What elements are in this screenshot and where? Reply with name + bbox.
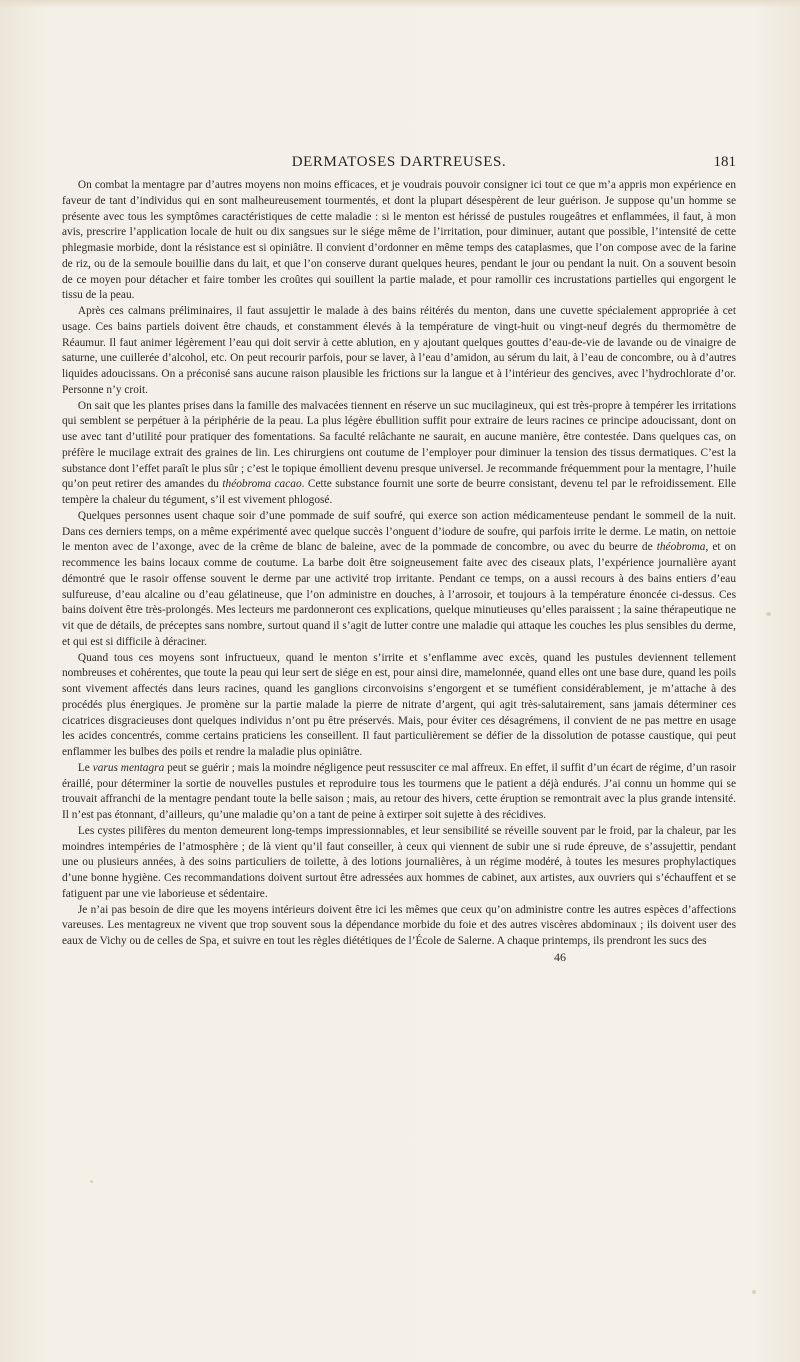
paper-speck bbox=[766, 612, 771, 616]
running-title: DERMATOSES DARTREUSES. bbox=[291, 154, 507, 170]
paragraph: On sait que les plantes prises dans la famille des malvacées tiennent en réserve un suc mucilagineux, qui est très-propre à tempérer les irritations qui semblent se perpétuer à la périphérie de la peau. La plus légère ébullition suffit pour extraire de leurs racines ce principe adoucissant, dont on use avec tant d’utilité pour pratiquer des fomentations. Sa faculté relâchante ne saurait, en aucune manière, être contestée. Dans quelques cas, on préfère le mucilage extrait des graines de lin. Les chirurgiens ont coutume de l’employer pour diminuer la tension des tissus dermatiques. C’est la substance dont l’effet paraît le plus sûr ; c’est le topique émollient devenu presque universel. Je recommande fréquemment pour la mentagre, l’huile qu’on peut retirer des amandes du théobroma cacao. Cette substance fournit une sorte de beurre consistant, devenu tel par le refroidissement. Elle tempère la chaleur du tégument, s’il est vivement phlogosé. bbox=[62, 399, 736, 506]
paragraph: Les cystes pilifères du menton demeurent long-temps impressionnables, et leur sensibilité se réveille souvent par le froid, par la chaleur, par les moindres intempéries de l’atmosphère ; de là vient qu’il faut conseiller, à ceux qui viennent de subir une si rude épreuve, de s’assujettir, pendant une ou plusieurs années, à des soins particuliers de toilette, à des lotions journalières, à un régime modéré, à toutes les mesures prophylactiques d’une bonne hygiène. Ces recommandations doivent surtout être adressées aux hommes de cabinet, aux artistes, aux ouvriers qui s’échauffent et se fatiguent par une vie laborieuse et sédentaire. bbox=[62, 824, 736, 900]
paragraph: Après ces calmans préliminaires, il faut assujettir le malade à des bains réitérés du menton, dans une cuvette spécialement appropriée à cet usage. Ces bains partiels doivent être chauds, et constamment élevés à la température de vingt-huit ou vingt-neuf degrés du thermomètre de Réaumur. Il faut animer légèrement l’eau qui doit servir à cette ablution, en y ajoutant quelques gouttes d’eau-de-vie de lavande ou de vinaigre de saturne, une cuillerée d’alcohol, etc. On peut recourir parfois, pour se laver, à l’eau d’amidon, au sérum du lait, à l’eau de concombre, ou à d’autres liquides adoucissans. On a préconisé sans aucune raison plausible les frictions sur la langue et à l’intérieur des gencives, avec l’hydrochlorate d’or. Personne n’y croit. bbox=[62, 305, 736, 396]
signature-mark: 46 bbox=[554, 949, 566, 964]
paragraph: Le varus mentagra peut se guérir ; mais la moindre négligence peut ressusciter ce mal affreux. En effet, il suffit d’un écart de régime, d’un rasoir éraillé, pour déterminer la sortie de nouvelles pustules et reproduire tous les tourmens que le patient a déjà endurés. J’ai connu un homme qui se trouvait affranchi de la mentagre pendant toute la belle saison ; mais, au retour des hivers, cette éruption se remontrait avec la plus grande intensité. Il n’est pas étonnant, d’ailleurs, qu’une maladie qu’on a tant de peine à extirper soit sujette à des récidives. bbox=[62, 761, 736, 821]
running-head bbox=[62, 154, 736, 176]
paragraph: Quand tous ces moyens sont infructueux, quand le menton s’irrite et s’enflamme avec excès, quand les pustules deviennent tellement nombreuses et cohérentes, que toute la peau qui leur sert de siége en est, pour ainsi dire, mamelonnée, quand elles ont une base dure, quand les poils sont vivement affectés dans leurs racines, quand les ganglions circonvoisins s’engorgent et se tuméfient considérablement, je m’attache à des procédés plus énergiques. Je promène sur la partie malade la pierre de nitrate d’argent, qui agit très-salutairement, sans jamais déterminer ces cicatrices disgracieuses dont quelques individus n’ont pu être préservés. Mais, pour éviter ces désagrémens, il convient de ne pas mettre en usage les acides concentrés, comme certains praticiens les conseillent. Il faut particulièrement se défier de la dissolution de potasse caustique, qui peut enflammer les bulbes des poils et rendre la maladie plus opiniâtre. bbox=[62, 651, 736, 758]
paragraph: Quelques personnes usent chaque soir d’une pommade de suif soufré, qui exerce son action médicamenteuse pendant le sommeil de la nuit. Dans ces derniers temps, on a même expérimenté avec quelque succès l’onguent d’iodure de soufre, qui parfois irrite le derme. Le matin, on nettoie le menton avec de l’axonge, avec de la crême de blanc de baleine, avec de la pommade de concombre, ou avec du beurre de théobroma, et on recommence les bains locaux comme de coutume. La barbe doit être soigneusement faite avec des ciseaux plats, l’expérience journalière ayant démontré que le rasoir offense souvent le derme par une activité trop irritante. Pendant ce temps, on a aussi recours à des bains entiers d’eau sulfureuse, d’eau alcaline ou d’eau gélatineuse, que l’on administre en douches, à l’arrosoir, et toujours à la température énoncée ci-dessus. Ces bains doivent être très-prolongés. Mes lecteurs me pardonneront ces explications, quelque minutieuses qu’elles paraissent ; la saine thérapeutique ne vit que de détails, de préceptes sans nombre, surtout quand il s’agit de lutter contre une maladie qui attaque les couches les plus sensibles du derme, et qui est si difficile à déraciner. bbox=[62, 509, 736, 648]
page-edge bbox=[0, 0, 800, 8]
paragraph: Je n’ai pas besoin de dire que les moyens intérieurs doivent être ici les mêmes que ceux qu’on administre contre les autres espèces d’affections vareuses. Les mentagreux ne vivent que trop souvent sous la dépendance morbide du foie et des autres viscères abdominaux ; ils doivent user des eaux de Vichy ou de celles de Spa, et suivre en tout les règles diététiques de l’École de Salerne. A chaque printemps, ils prendront les sucs des bbox=[62, 903, 736, 947]
paragraph: On combat la mentagre par d’autres moyens non moins efficaces, et je voudrais pouvoir consigner ici tout ce que m’a appris mon expérience en faveur de tant d’individus qui en sont malheureusement tourmentés, et dont la plupart désespèrent de leur guérison. Je suppose qu’un homme se présente avec tous les symptômes caractéristiques de cette maladie : si le menton est hérissé de pustules rougeâtres et enflammées, il faut, à mon avis, prescrire l’application locale de huit ou dix sangsues sur le siége même de l’irritation, pour diminuer, autant que possible, l’intensité de cette phlegmasie morbide, dont la résistance est si opiniâtre. Il convient d’ordonner en même temps des cataplasmes, que l’on compose avec de la farine de riz, ou de la semoule bouillie dans du lait, et que l’on conserve durant quelques heures, pendant le jour ou pendant la nuit. On a souvent besoin de ce moyen pour détacher et faire tomber les croûtes qui souillent la partie malade, et pour ramollir ces incrustations partielles qui engorgent le tissu de la peau. bbox=[62, 179, 736, 302]
text-block bbox=[62, 154, 736, 965]
page-number: 181 bbox=[713, 154, 736, 170]
paper-speck bbox=[90, 1180, 93, 1183]
paper-speck bbox=[752, 1290, 756, 1294]
